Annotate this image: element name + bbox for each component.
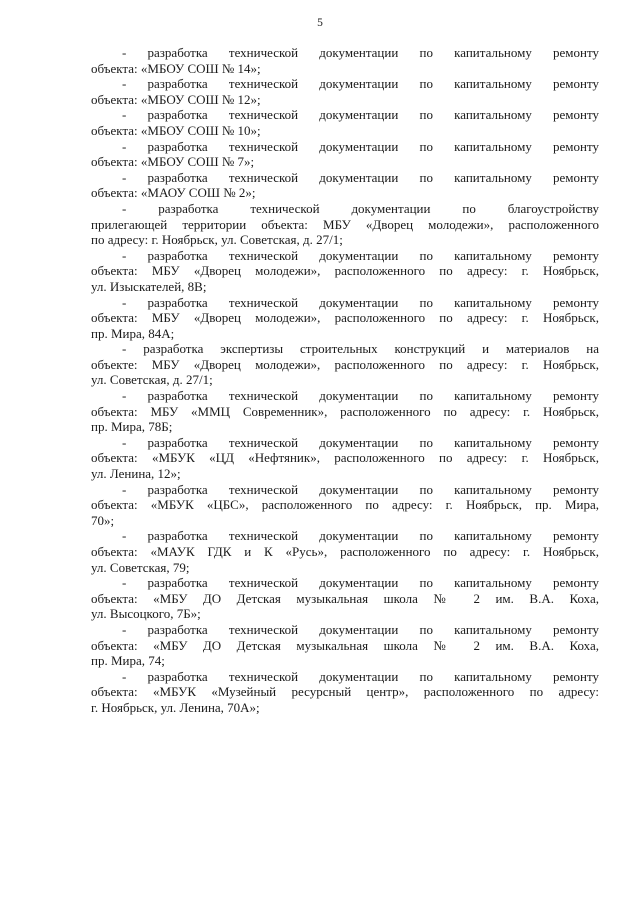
text-line: пр. Мира, 78Б; [91, 419, 173, 435]
text-line: - разработка технической документации по капитальному ремонту [122, 481, 599, 497]
text-line: - разработка технической документации по капитальному ремонту [122, 621, 599, 637]
text-line: 70»; [91, 512, 115, 528]
text-line: объекта: «МАОУ СОШ № 2»; [91, 185, 256, 201]
text-line: - разработка технической документации по капитальному ремонту [122, 294, 599, 310]
list-item [91, 201, 599, 248]
text-line: пр. Мира, 84А; [91, 325, 175, 341]
text-line: объекте: МБУ «Дворец молодежи», расположенного по адресу: г. Ноябрьск, [91, 356, 599, 372]
text-line: объекта: «МБУ ДО Детская музыкальная школа № 2 им. В.А. Коха, [91, 590, 599, 606]
list-item [91, 482, 599, 529]
text-line: ул. Советская, 79; [91, 559, 190, 575]
list-item [91, 107, 599, 138]
text-line: по адресу: г. Ноябрьск, ул. Советская, д. 27/1; [91, 232, 343, 248]
list-item [91, 341, 599, 388]
text-line: - разработка технической документации по капитальному ремонту [122, 107, 599, 123]
list-item [91, 435, 599, 482]
text-line: объекта: «МБОУ СОШ № 14»; [91, 60, 261, 76]
text-line: - разработка технической документации по капитальному ремонту [122, 45, 599, 60]
text-line: - разработка технической документации по капитальному ремонту [122, 138, 599, 154]
text-line: - разработка технической документации по капитальному ремонту [122, 247, 599, 263]
list-item [91, 76, 599, 107]
text-line: - разработка технической документации по капитальному ремонту [122, 76, 599, 92]
text-line: объекта: «МБУК «ЦБС», расположенного по адресу: г. Ноябрьск, пр. Мира, [91, 497, 599, 513]
text-line: объекта: «МАУК ГДК и К «Русь», расположенного по адресу: г. Ноябрьск, [91, 544, 599, 559]
text-line: - разработка экспертизы строительных конструкций и материалов на [122, 341, 599, 357]
list-item [91, 622, 599, 669]
list-item [91, 139, 599, 170]
list-item [91, 528, 599, 575]
text-line: - разработка технической документации по капитальному ремонту [122, 169, 599, 185]
text-line: прилегающей территории объекта: МБУ «Дворец молодежи», расположенного [91, 216, 599, 232]
text-line: объекта: «МБУ ДО Детская музыкальная школа № 2 им. В.А. Коха, [91, 637, 599, 653]
text-line: пр. Мира, 74; [91, 653, 165, 669]
text-line: - разработка технической документации по капитальному ремонту [122, 528, 599, 544]
text-line: ул. Советская, д. 27/1; [91, 372, 213, 388]
text-line: ул. Высоцкого, 7Б»; [91, 606, 201, 622]
document-body [91, 45, 599, 716]
text-line: - разработка технической документации по капитальному ремонту [122, 575, 599, 591]
page-number: 5 [317, 17, 323, 29]
text-line: объекта: «МБОУ СОШ № 7»; [91, 154, 255, 170]
list-item [91, 669, 599, 716]
text-line: ул. Изыскателей, 8В; [91, 278, 207, 294]
text-line: г. Ноябрьск, ул. Ленина, 70А»; [91, 699, 260, 715]
text-line: - разработка технической документации по капитальному ремонту [122, 388, 599, 404]
list-item [91, 575, 599, 622]
text-line: объекта: МБУ «Дворец молодежи», расположенного по адресу: г. Ноябрьск, [91, 263, 599, 279]
text-line: объекта: «МБОУ СОШ № 12»; [91, 91, 261, 107]
list-item [91, 295, 599, 342]
list-item [91, 170, 599, 201]
text-line: ул. Ленина, 12»; [91, 466, 181, 482]
text-line: объекта: «МБОУ СОШ № 10»; [91, 122, 261, 138]
text-line: - разработка технической документации по капитальному ремонту [122, 434, 599, 450]
text-line: - разработка технической документации по капитальному ремонту [122, 668, 599, 684]
list-item [91, 388, 599, 435]
text-line: объекта: «МБУК «ЦД «Нефтяник», расположенного по адресу: г. Ноябрьск, [91, 450, 599, 466]
text-line: объекта: «МБУК «Музейный ресурсный центр», расположенного по адресу: [91, 684, 599, 700]
text-line: - разработка технической документации по благоустройству [122, 200, 599, 216]
list-item [91, 248, 599, 295]
text-line: объекта: МБУ «Дворец молодежи», расположенного по адресу: г. Ноябрьск, [91, 310, 599, 326]
list-item [91, 45, 599, 76]
text-line: объекта: МБУ «ММЦ Современник», расположенного по адресу: г. Ноябрьск, [91, 403, 599, 419]
